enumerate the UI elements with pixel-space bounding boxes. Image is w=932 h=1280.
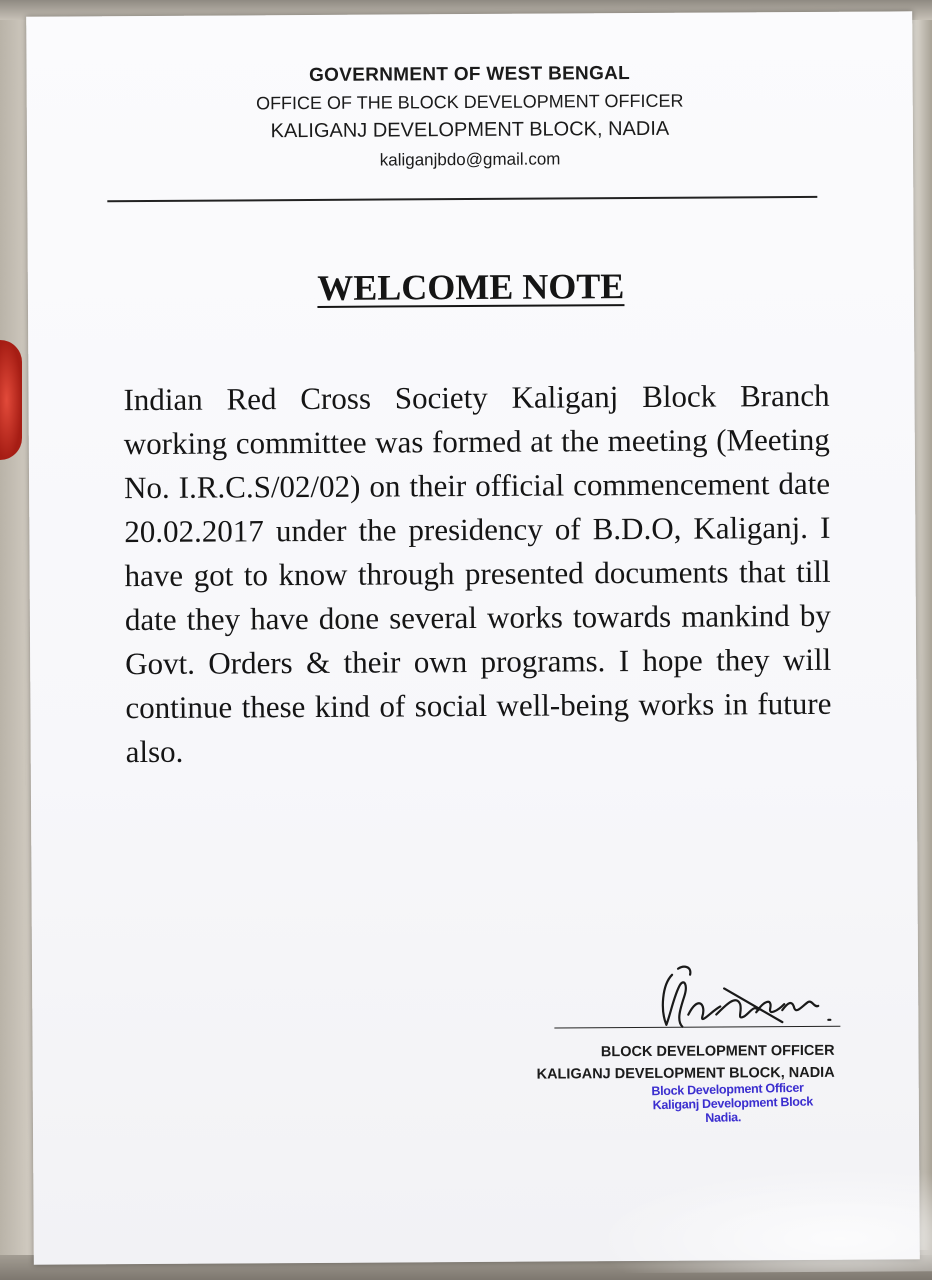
designation-title: BLOCK DEVELOPMENT OFFICER — [600, 1042, 835, 1061]
letterhead-email: kaliganjbdo@gmail.com — [379, 149, 561, 170]
document-title-text: WELCOME NOTE — [317, 266, 625, 308]
stamp-line-2: Kaliganj Development Block — [652, 1094, 814, 1113]
signatory-designation — [536, 1040, 834, 1086]
stamp-line-3: Nadia. — [705, 1110, 742, 1125]
official-stamp — [612, 1080, 843, 1127]
letterhead-office: OFFICE OF THE BLOCK DEVELOPMENT OFFICER — [255, 90, 684, 114]
letterhead — [27, 61, 914, 172]
background-red-object — [0, 340, 22, 460]
designation-office: KALIGANJ DEVELOPMENT BLOCK, NADIA — [536, 1064, 835, 1083]
stamp-line-1: Block Development Officer — [651, 1080, 804, 1099]
document-title — [28, 263, 914, 310]
light-glare — [573, 1161, 932, 1273]
letterhead-divider — [107, 196, 817, 202]
body-paragraph: Indian Red Cross Society Kaliganj Block Branch working committee was formed at the meeting (Meeting No. I.R.C.S/02/02) on their official commencement date 20.02.2017 under the presidency of B.D.O, Kaliganj. I have got to know through presented documents that till date they have done several works towards mankind by Govt. Orders & their own programs. I hope they will continue these kind of social well-being works in future also. — [123, 377, 832, 770]
handwritten-signature — [632, 954, 842, 1035]
document-page — [26, 11, 920, 1264]
letterhead-block: KALIGANJ DEVELOPMENT BLOCK, NADIA — [270, 117, 670, 143]
letterhead-government: GOVERNMENT OF WEST BENGAL — [308, 63, 631, 86]
